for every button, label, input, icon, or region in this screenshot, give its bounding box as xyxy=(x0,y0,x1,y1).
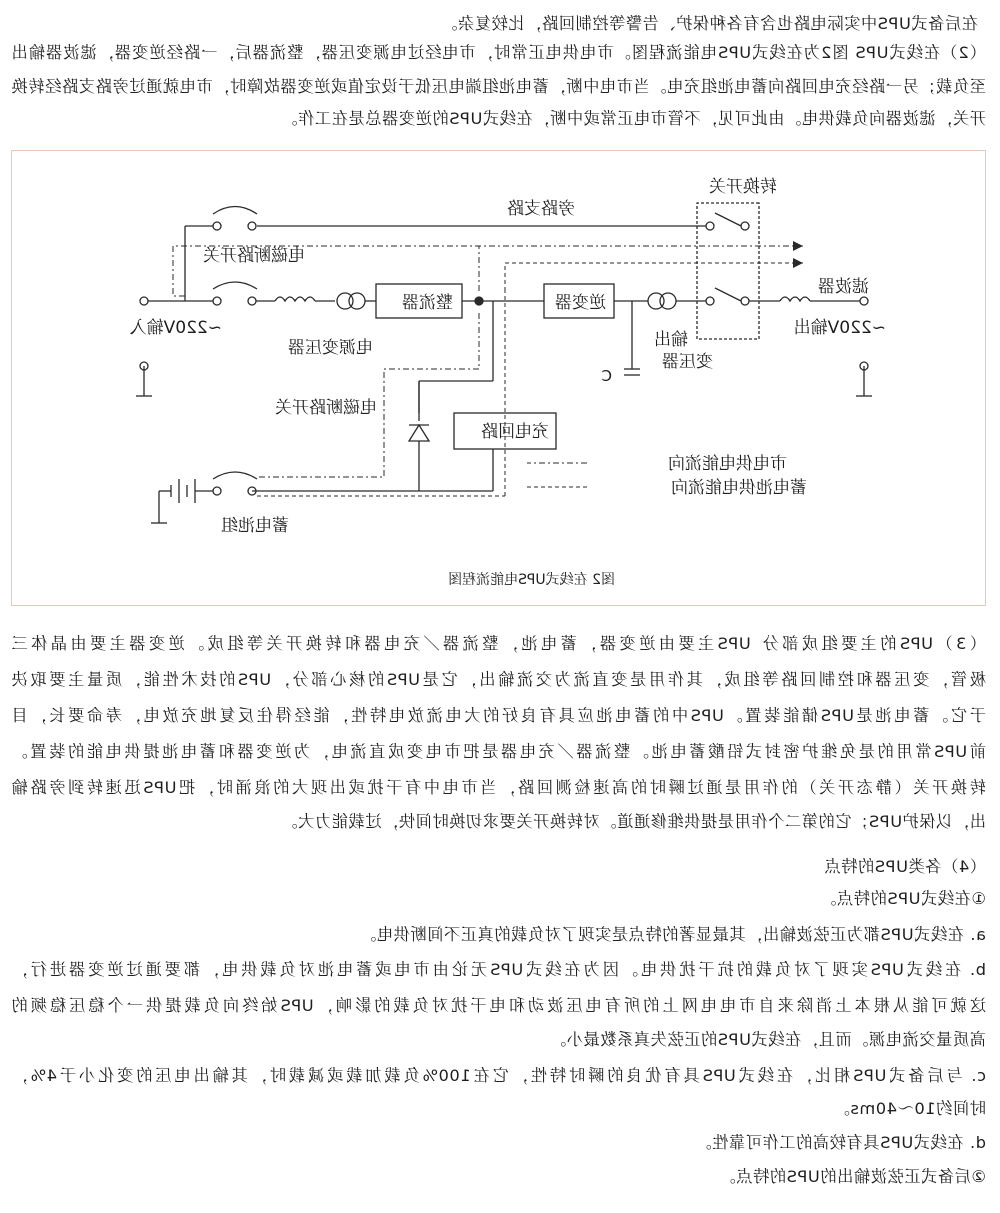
legend-mains: 市电供电能流向 xyxy=(668,454,787,474)
label-battery: 蓄电池组 xyxy=(221,516,289,536)
label-em-switch-top: 电磁断路开关 xyxy=(203,246,305,266)
label-transfer-switch: 转换开关 xyxy=(709,177,777,197)
text-line: 出，以保护UPS；它的第二个作用是提供维修通道。对转换开关要求切换时间快，过载能力大。 xyxy=(280,812,986,831)
text-line: 前UPS常用的是免维护密封式铅酸蓄电池。整流器／充电器是把市电变成直流电，为逆变器和蓄电池提供电能的装置。 xyxy=(11,742,986,761)
text-line: 在后备式UPS中实际电路也含有各种保护、告警等控制回路，比较复杂。 xyxy=(440,14,978,33)
legend-battery: 蓄电池供电能流向 xyxy=(671,478,807,498)
list-item: d. 在线式UPS具有较高的工作可靠性。 xyxy=(694,1133,986,1152)
subheading: ②后备式正弦波输出的UPS的特点。 xyxy=(718,1167,986,1186)
section-heading: （4）各类UPS的特点 xyxy=(823,857,986,876)
figure-ups-flow xyxy=(11,150,986,606)
text-line: 极管，变压器和控制回路等组成，其作用是变直流为交流输出，它是UPS的核心部分，UPS的技术性能，质量主要取决 xyxy=(11,670,986,689)
text-line: 转换开关（静态开关）的作用是通过瞬时的高速检测回路，当市电中有干扰或出现大的浪涌时，把UPS迅速转到旁路输 xyxy=(11,778,986,797)
text-line: 于它。蓄电池是UPS储能装置。UPS中的蓄电池应具有良好的大电流放电特性，能经得住反复地充放电，寿命要长，目 xyxy=(11,706,986,725)
subheading: ①在线式UPS的特点。 xyxy=(819,889,986,908)
text-line: （2）在线式UPS 图2为在线式UPS电能流程图。市电供电正常时，市电经过电源变压器，整流器后，一路经逆变器，滤波器输出 xyxy=(11,43,986,62)
label-em-switch-mid: 电磁断路开关 xyxy=(275,398,377,418)
label-inverter: 逆变器 xyxy=(555,293,606,313)
label-output-ac: ~220V输出 xyxy=(793,318,886,338)
label-output-transformer: 输出 xyxy=(654,330,688,350)
text-line: 高质量交流电源。而且，在线式UPS的正弦失真系数最小。 xyxy=(549,1030,986,1049)
text-line: 时间约10～40ms。 xyxy=(833,1099,986,1118)
text-line: 至负载；另一路经充电回路向蓄电池组充电。当市电中断，蓄电池组端电压低于设定值或逆变器故障时，市电就通过旁路支路经转换 xyxy=(11,77,986,96)
ups-flow-diagram xyxy=(13,151,985,603)
label-input-ac: ~220V输入 xyxy=(129,318,222,338)
list-item: b. 在线式UPS实现了对负载的抗干扰供电。因为在线式UPS无论由市电或蓄电池对负载供电，都要通过逆变器进行， xyxy=(11,960,986,979)
text-line: 这就可能从根本上消除来自市电电网上的所有电压波动和电干扰对负载的影响，UPS始终向负载提供一个稳压稳频的 xyxy=(11,996,986,1015)
text-line: （3）UPS的主要组成部分 UPS主要由逆变器，蓄电池，整流器／充电器和转换开关等组成。逆变器主要由晶体三 xyxy=(11,634,986,653)
list-item: a. 在线式UPS都为正弦波输出，其最显著的特点是实现了对负载的真正不间断供电。 xyxy=(359,925,986,944)
text-line: 开关，滤波器向负载供电。由此可见，不管市电正常或中断，在线式UPS的逆变器总是在工作。 xyxy=(280,109,986,128)
figure-caption: 图2 在线式UPS电能流程图 xyxy=(448,572,615,588)
label-capacitor: C xyxy=(601,367,612,385)
label-charger: 充电回路 xyxy=(481,422,549,442)
label-power-transformer: 电源变压器 xyxy=(288,338,373,358)
label-bypass: 旁路支路 xyxy=(507,199,575,219)
label-filter: 滤波器 xyxy=(818,277,869,297)
label-rectifier: 整流器 xyxy=(402,293,453,313)
list-item: c. 与后备式UPS相比，在线式UPS具有优良的瞬时特性，它在100%负载加载或减载时，其输出电压的变化小于4%， xyxy=(11,1066,986,1085)
label-output-transformer-2: 变压器 xyxy=(662,352,713,372)
